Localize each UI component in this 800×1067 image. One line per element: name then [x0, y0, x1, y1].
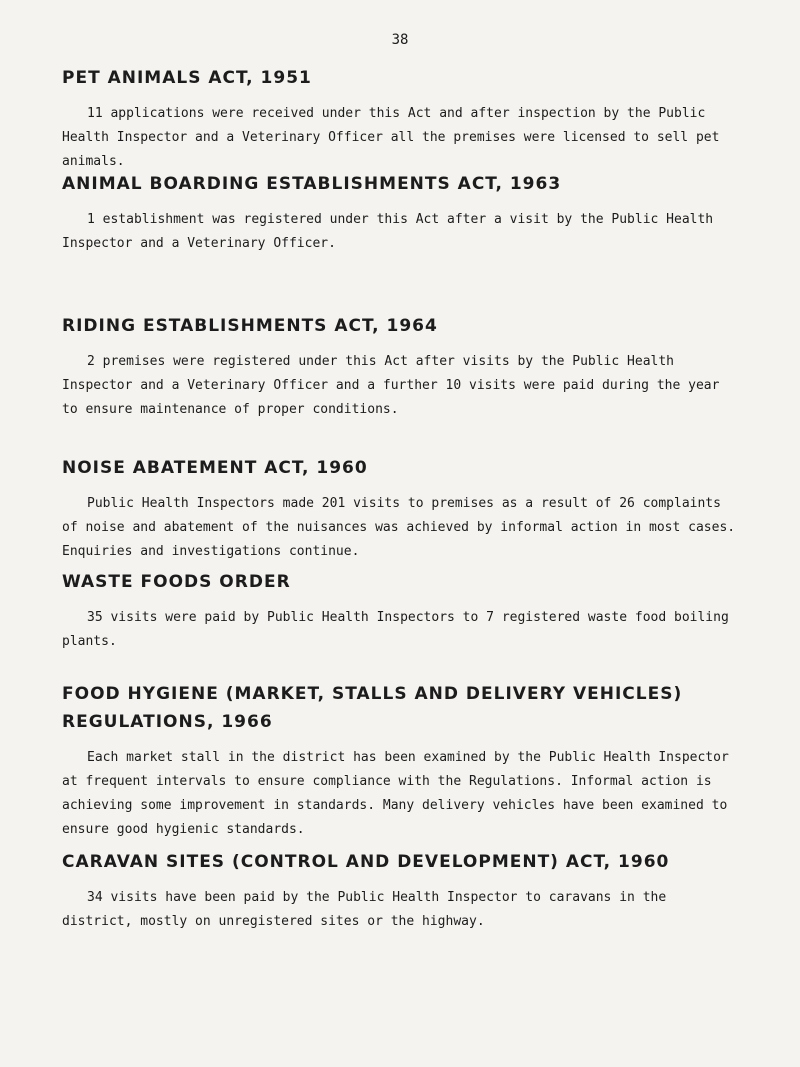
- section-heading: PET ANIMALS ACT, 1951: [62, 68, 312, 88]
- section-body: 34 visits have been paid by the Public Health Inspector to caravans in the district, mostly on unregistered sites or the highway.: [62, 890, 667, 929]
- section-body: Public Health Inspectors made 201 visits to premises as a result of 26 complaints of noise and abatement of the nuisances was achieved by informal action in most cases. Enquiries and investigations continue.: [62, 496, 736, 559]
- section-waste-foods-order: [62, 568, 762, 654]
- section-pet-animals-act: [62, 64, 762, 174]
- section-noise-abatement-act: [62, 454, 762, 564]
- section-heading: ANIMAL BOARDING ESTABLISHMENTS ACT, 1963: [62, 174, 562, 194]
- section-heading: CARAVAN SITES (CONTROL AND DEVELOPMENT) ACT, 1960: [62, 852, 670, 872]
- section-body: 2 premises were registered under this Act after visits by the Public Health Inspector and a Veterinary Officer and a further 10 visits were paid during the year to ensure maintenance of proper conditions.: [62, 354, 720, 417]
- section-body: 35 visits were paid by Public Health Inspectors to 7 registered waste food boiling plants.: [62, 610, 729, 649]
- section-heading: RIDING ESTABLISHMENTS ACT, 1964: [62, 316, 438, 336]
- page-number: 38: [391, 32, 409, 48]
- section-heading: NOISE ABATEMENT ACT, 1960: [62, 458, 368, 478]
- section-heading: WASTE FOODS ORDER: [62, 572, 291, 592]
- section-riding-establishments-act: [62, 312, 762, 422]
- section-food-hygiene-regulations: [62, 680, 762, 842]
- section-caravan-sites-act: [62, 848, 762, 934]
- section-body: 11 applications were received under this Act and after inspection by the Public Health Inspector and a Veterinary Officer all the premises were licensed to sell pet animals.: [62, 106, 720, 169]
- section-body: 1 establishment was registered under this Act after a visit by the Public Health Inspector and a Veterinary Officer.: [62, 212, 714, 251]
- section-body: Each market stall in the district has been examined by the Public Health Inspector at frequent intervals to ensure compliance with the Regulations. Informal action is achieving some improvement in standards. Many delivery vehicles have been examined to ensure good hygienic standards.: [62, 750, 729, 837]
- section-heading: FOOD HYGIENE (MARKET, STALLS AND DELIVERY VEHICLES) REGULATIONS, 1966: [62, 684, 683, 732]
- section-animal-boarding-act: [62, 170, 762, 256]
